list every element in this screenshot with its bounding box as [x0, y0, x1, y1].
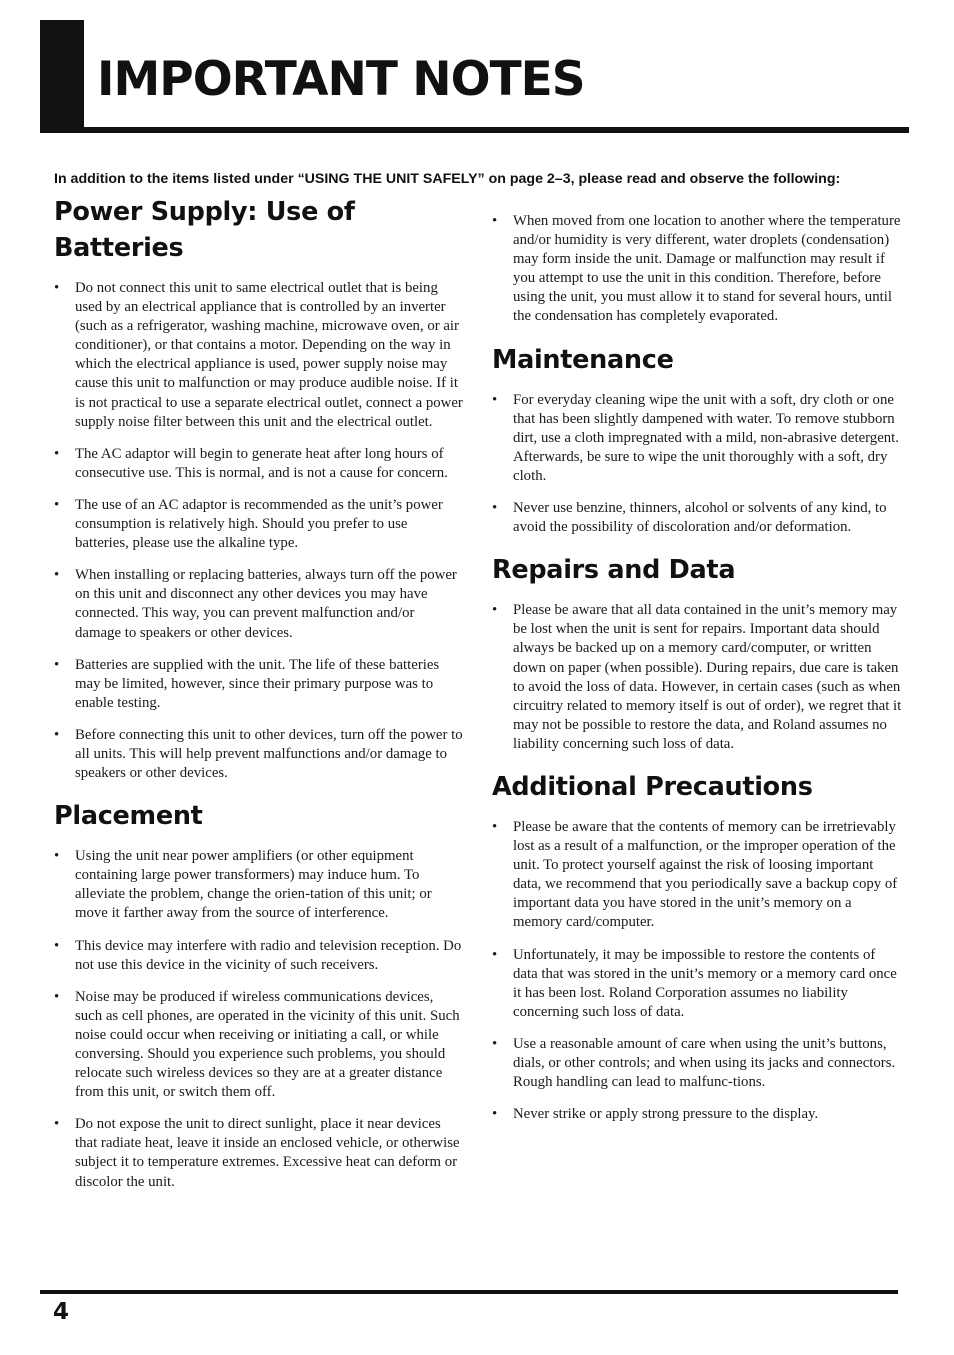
list-item-text: For everyday cleaning wipe the unit with a soft, dry cloth or one that has been slightly dampened with water. To remove stubborn dirt, use a cloth impregnated with a mild, non-abrasive detergent. Afterwards, be sure to wipe the unit thoroughly with a soft, dry cloth.: [513, 391, 899, 484]
bullet-icon: •: [54, 656, 60, 673]
list-item-text: Never strike or apply strong pressure to the display.: [513, 1106, 819, 1123]
page-title: IMPORTANT NOTES: [97, 52, 585, 107]
bullet-icon: •: [54, 280, 60, 296]
list-item-text: Use a reasonable amount of care when using the unit’s buttons, dials, or other controls; and when using its jacks and connectors. Rough handling can lead to malfunc-tions.: [513, 1035, 896, 1091]
placement-list: [54, 847, 464, 1192]
bullet-icon: •: [492, 391, 498, 408]
power-list: [54, 279, 464, 783]
list-item: [54, 445, 464, 483]
title-bar-block: [40, 20, 84, 132]
left-column: [54, 194, 464, 1205]
additional-list: [492, 818, 902, 1124]
list-item: [492, 499, 902, 537]
section-heading-maintenance: Maintenance: [492, 344, 674, 375]
list-item: [492, 391, 902, 486]
maintenance-list: [492, 391, 902, 538]
list-item-text: Do not expose the unit to direct sunlight, place it near devices that radiate heat, leave it inside an enclosed vehicle, or otherwise subject it to temperature extremes. Excessive heat can deform or discolor the unit.: [75, 1116, 460, 1190]
footer-rule: [40, 1290, 898, 1294]
section-heading-power: Power Supply: Use of Batteries: [54, 197, 355, 263]
repairs-list: [492, 601, 902, 754]
list-item-text: Unfortunately, it may be impossible to restore the contents of data that was stored in the unit’s memory or a memory card once it has been lost. Roland Corporation assumes no liability concerning such loss of data.: [513, 946, 897, 1020]
list-item: [54, 726, 464, 783]
page-number: 4: [53, 1299, 70, 1325]
section-heading-repairs: Repairs and Data: [492, 555, 736, 586]
list-item-text: Do not connect this unit to same electrical outlet that is being used by an electrical appliance that is controlled by an inverter (such as a refrigerator, washing machine, microwave oven, or air conditioner), or that contains a motor. Depending on the way in which the electrical appliance is used, power supply noise may cause this unit to malfunction or may produce audible noise. If it is not practical to use a separate electrical outlet, connect a power supply noise filter between this unit and the electrical outlet.: [75, 280, 463, 430]
list-item: [54, 988, 464, 1103]
bullet-icon: •: [54, 1116, 60, 1133]
bullet-icon: •: [54, 726, 60, 743]
list-item-text: Batteries are supplied with the unit. The life of these batteries may be limited, however, since their primary purpose was to enable testing.: [75, 656, 440, 711]
list-item-text: Never use benzine, thinners, alcohol or solvents of any kind, to avoid the possibility of discoloration and/or deformation.: [513, 500, 887, 536]
list-item-text: This device may interfere with radio and television reception. Do not use this device in the vicinity of such receivers.: [75, 937, 462, 973]
list-item-text: Noise may be produced if wireless communications devices, such as cell phones, are operated in the vicinity of this unit. Such noise could occur when receiving or initiating a call, or while conversing. Should you experience such problems, you should relocate such wireless devices so they are at a greater distance from this unit, or switch them off.: [75, 988, 460, 1101]
list-item-text: The AC adaptor will begin to generate heat after long hours of consecutive use. This is normal, and is not a cause for concern.: [75, 445, 448, 481]
bullet-icon: •: [492, 818, 498, 835]
bullet-icon: •: [492, 1035, 498, 1052]
bullet-icon: •: [492, 213, 498, 229]
right-column: [492, 212, 902, 1137]
list-item-text: When installing or replacing batteries, always turn off the power on this unit and disconnect any other devices you may have connected. This way, you can prevent malfunction and/or damage to speakers or other devices.: [75, 567, 457, 641]
bullet-icon: •: [54, 567, 60, 584]
list-item-text: Before connecting this unit to other devices, turn off the power to all units. This will help prevent malfunctions and/or damage to speakers or other devices.: [75, 726, 463, 782]
list-item: [54, 656, 464, 713]
list-item-text: Please be aware that the contents of memory can be irretrievably lost as a result of a malfunction, or the improper operation of the unit. To protect yourself against the risk of loosing important data, we recommend that you periodically save a backup copy of important data you have stored in the unit’s memory on a memory card/computer.: [513, 818, 898, 931]
list-item: [54, 279, 464, 432]
list-item: [492, 601, 902, 754]
bullet-icon: •: [492, 500, 498, 517]
list-item: [492, 212, 902, 327]
placement-list-continued: [492, 212, 902, 327]
bullet-icon: •: [54, 496, 60, 513]
list-item-text: Using the unit near power amplifiers (or other equipment containing large power transformers) may induce hum. To alleviate the problem, change the orien-tation of this unit; or move it farther away from the source of interference.: [75, 848, 432, 922]
section-heading-placement: Placement: [54, 801, 203, 832]
list-item-text: Please be aware that all data contained in the unit’s memory may be lost when the unit is sent for repairs. Important data should always be backed up on a memory card/computer, or written down on paper (when possible). During repairs, due care is taken to avoid the loss of data. However, in certain cases (such as when circuitry related to memory itself is out of order), we regret that it may not be possible to restore the data, and Roland assumes no liability concerning such loss of data.: [513, 602, 902, 752]
list-item: [54, 1115, 464, 1191]
bullet-icon: •: [54, 988, 60, 1005]
list-item: [492, 1035, 902, 1092]
bullet-icon: •: [492, 1106, 498, 1123]
list-item-text: The use of an AC adaptor is recommended as the unit’s power consumption is relatively high. Should you prefer to use batteries, please use the alkaline type.: [75, 496, 443, 552]
intro-text: In addition to the items listed under “USING THE UNIT SAFELY” on page 2–3, please read and observe the following:: [54, 171, 841, 187]
bullet-icon: •: [492, 946, 498, 963]
bullet-icon: •: [492, 602, 498, 619]
list-item: [54, 937, 464, 975]
list-item: [492, 818, 902, 933]
list-item: [54, 847, 464, 923]
bullet-icon: •: [54, 848, 60, 865]
bullet-icon: •: [54, 937, 60, 954]
list-item-text: When moved from one location to another where the temperature and/or humidity is very different, water droplets (condensation) may form inside the unit. Damage or malfunction may result if you attempt to use the unit in this condition. Therefore, before using the unit, you must allow it to stand for several hours, until the condensation has completely evaporated.: [513, 213, 901, 325]
title-rule: [40, 127, 909, 133]
section-heading-additional: Additional Precautions: [492, 771, 813, 802]
list-item: [54, 566, 464, 642]
list-item: [492, 946, 902, 1022]
list-item: [54, 496, 464, 553]
list-item: [492, 1105, 902, 1124]
bullet-icon: •: [54, 445, 60, 462]
